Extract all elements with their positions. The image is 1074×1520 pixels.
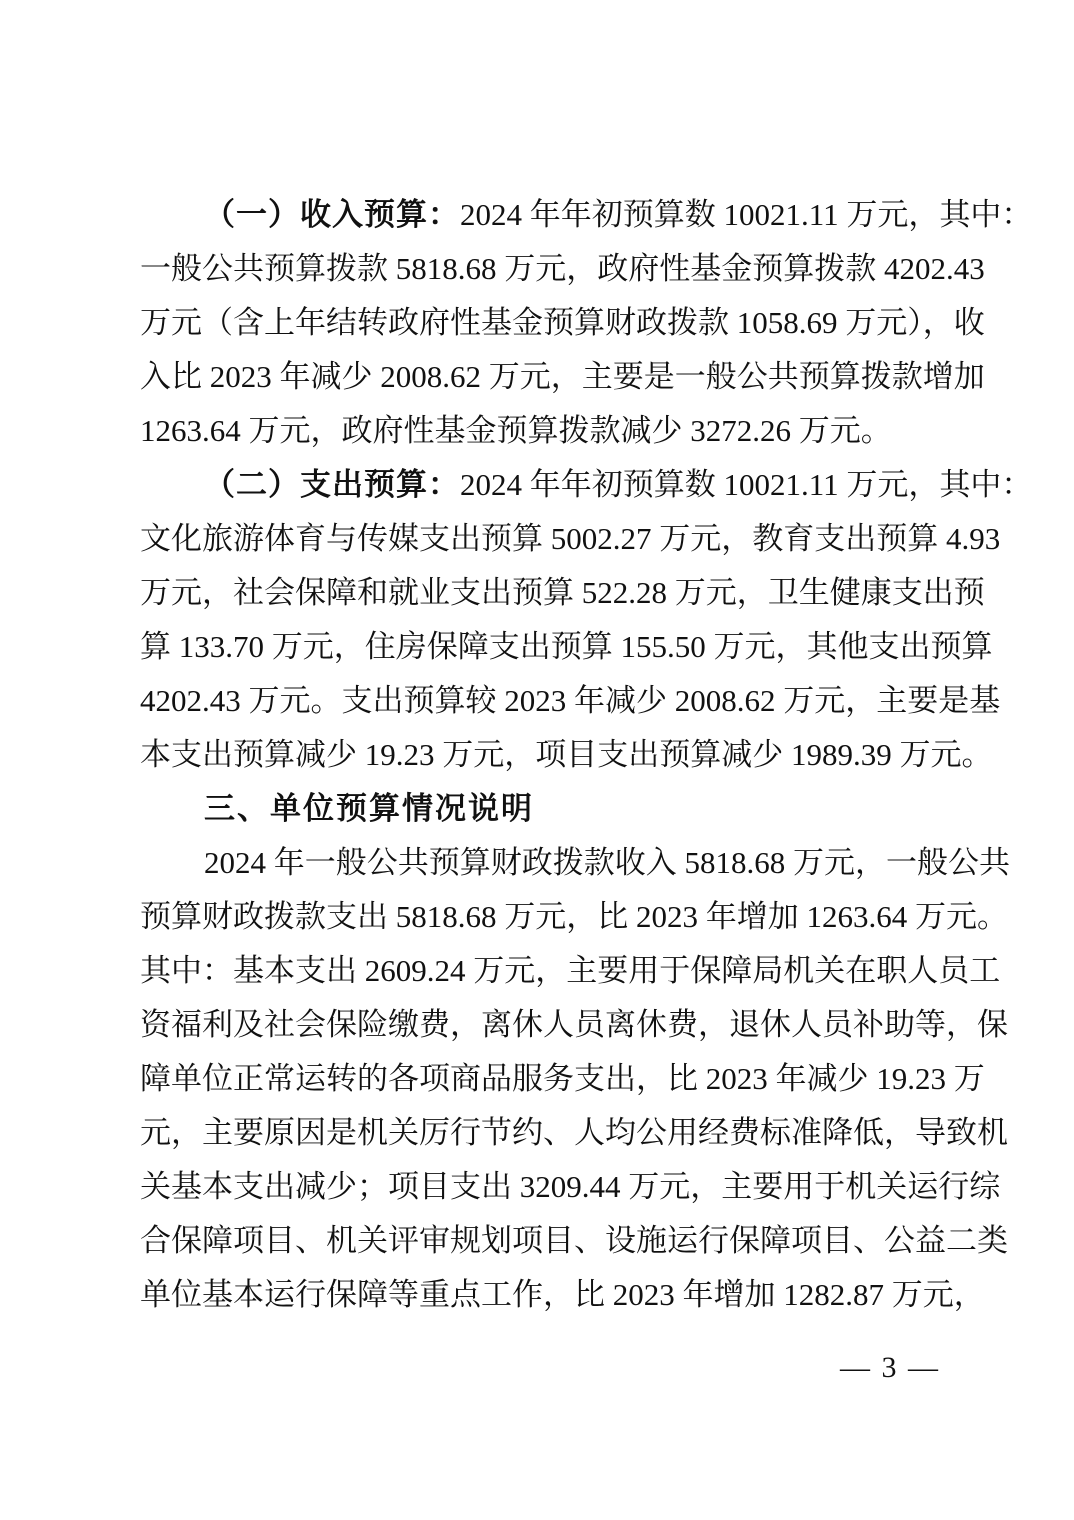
paragraph-lead-income: （一）收入预算： [204, 197, 460, 232]
text-line: 文化旅游体育与传媒支出预算 5002.27 万元，教育支出预算 4.93 [140, 521, 1001, 556]
paragraph-expenditure-budget [140, 458, 1033, 782]
paragraph-lead-expenditure: （二）支出预算： [204, 467, 460, 502]
text-line: 元，主要原因是机关厉行节约、人均公用经费标准降低，导致机 [140, 1115, 1008, 1150]
text-line: 预算财政拨款支出 5818.68 万元，比 2023 年增加 1263.64 万元。 [140, 899, 1008, 934]
page-number: — 3 — [840, 1351, 940, 1384]
paragraph-budget-explanation [140, 836, 1010, 1322]
text-line: 2024 年一般公共预算财政拨款收入 5818.68 万元，一般公共 [204, 845, 1010, 880]
text-line: 其中：基本支出 2609.24 万元，主要用于保障局机关在职人员工 [140, 953, 1001, 988]
document-body [140, 188, 1033, 1322]
text-line [140, 188, 1033, 242]
text-line: 单位基本运行保障等重点工作，比 2023 年增加 1282.87 万元， [140, 1277, 985, 1312]
text-line [140, 458, 1033, 512]
text-run: 2024 年年初预算数 10021.11 万元，其中： [460, 467, 1033, 502]
text-line: 算 133.70 万元，住房保障支出预算 155.50 万元，其他支出预算 [140, 629, 993, 664]
text-line: 入比 2023 年减少 2008.62 万元，主要是一般公共预算拨款增加 [140, 359, 985, 394]
text-line: 资福利及社会保险缴费，离休人员离休费，退休人员补助等，保 [140, 1007, 1008, 1042]
text-line: 万元，社会保障和就业支出预算 522.28 万元，卫生健康支出预 [140, 575, 985, 610]
text-line: 关基本支出减少；项目支出 3209.44 万元，主要用于机关运行综 [140, 1169, 1001, 1204]
text-run: 2024 年年初预算数 10021.11 万元，其中： [460, 197, 1033, 232]
paragraph-income-budget [140, 188, 1033, 458]
text-line: 4202.43 万元。支出预算较 2023 年减少 2008.62 万元，主要是基 [140, 683, 1001, 718]
text-line: 障单位正常运转的各项商品服务支出，比 2023 年减少 19.23 万 [140, 1061, 985, 1096]
text-line: 万元（含上年结转政府性基金预算财政拨款 1058.69 万元），收 [140, 305, 985, 340]
text-line: 一般公共预算拨款 5818.68 万元，政府性基金预算拨款 4202.43 [140, 251, 985, 286]
text-line: 本支出预算减少 19.23 万元，项目支出预算减少 1989.39 万元。 [140, 737, 993, 772]
text-line: 合保障项目、机关评审规划项目、设施运行保障项目、公益二类 [140, 1223, 1008, 1258]
section-heading: 三、单位预算情况说明 [204, 791, 534, 826]
text-line: 1263.64 万元，政府性基金预算拨款减少 3272.26 万元。 [140, 413, 892, 448]
